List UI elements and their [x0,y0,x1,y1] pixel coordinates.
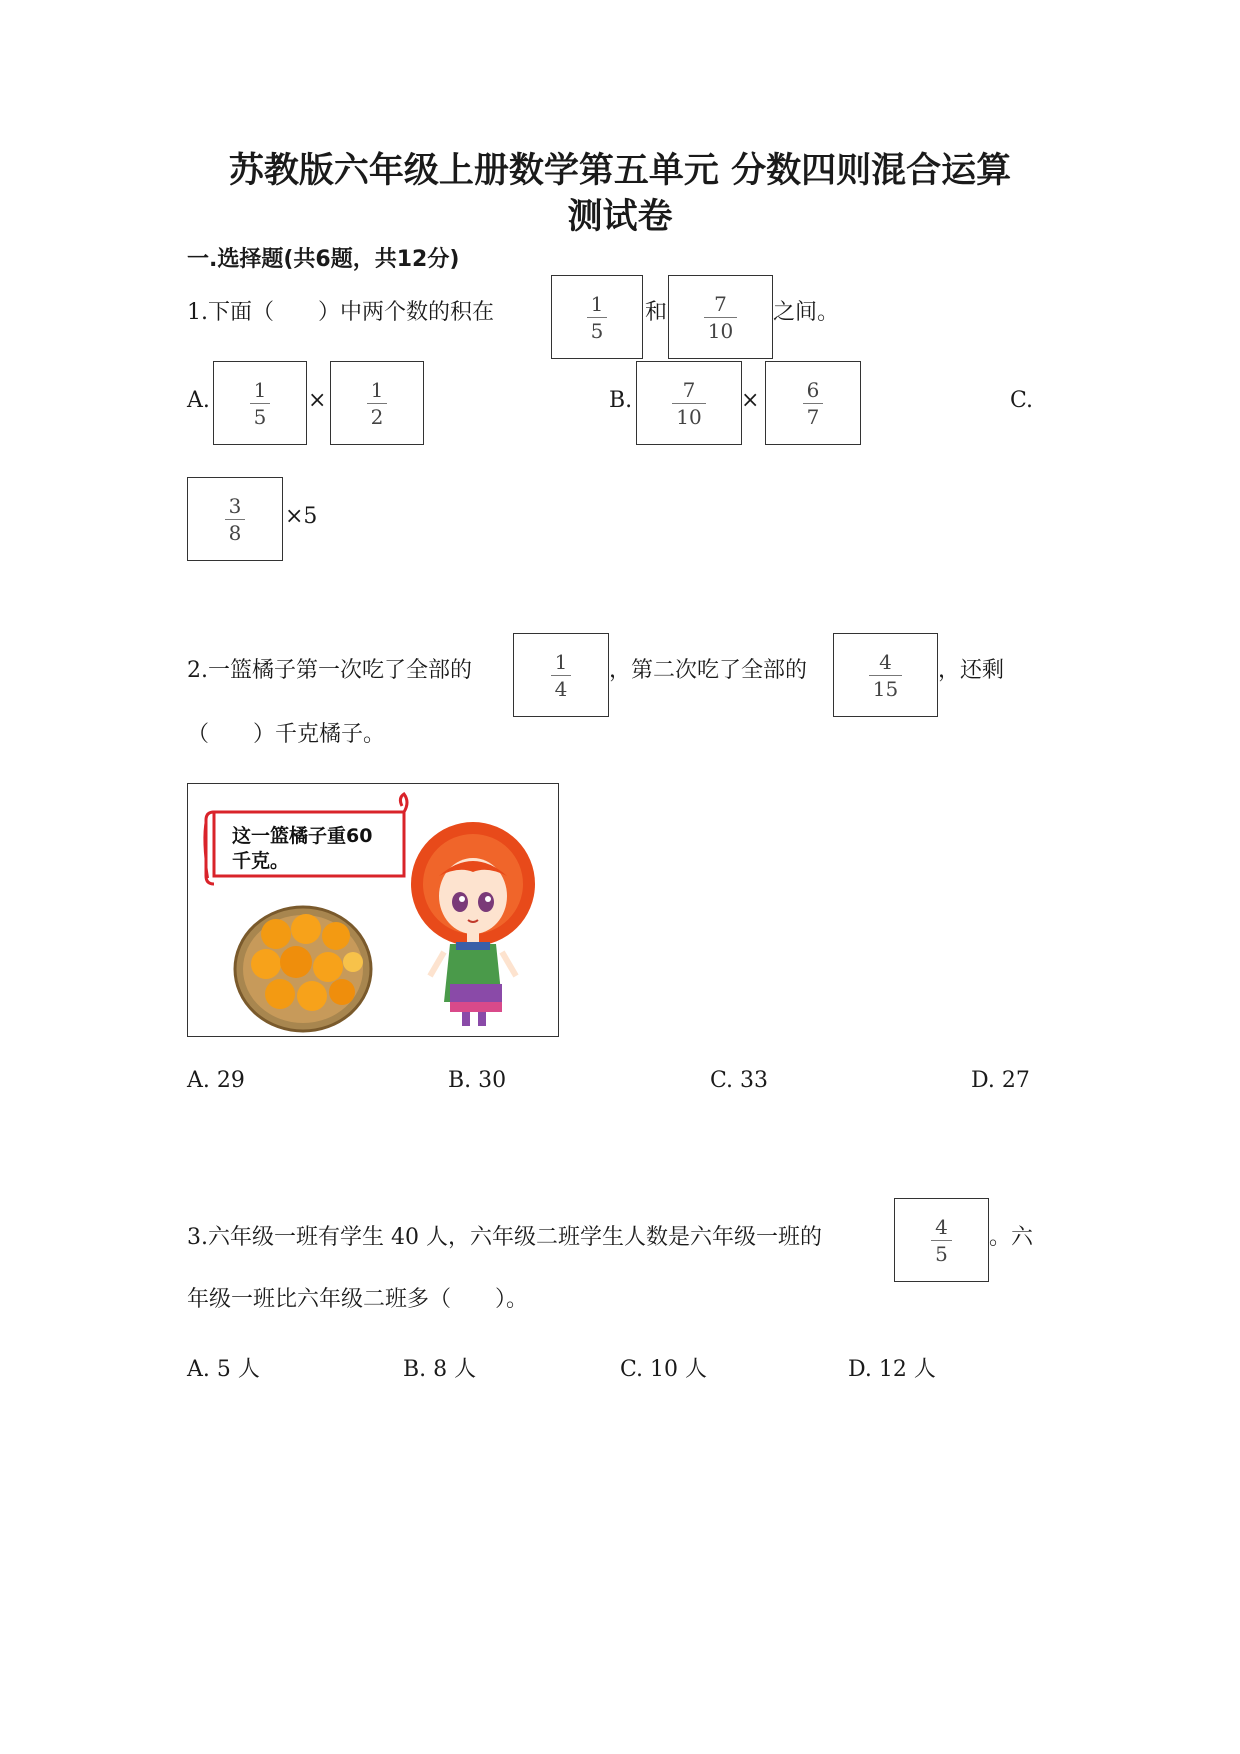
denominator: 10 [707,318,734,343]
q1-option-b-fraction-1 [636,361,742,445]
q3-option-c[interactable]: C. 10 人 [620,1357,708,1382]
q2-option-c[interactable]: C. 33 [710,1068,769,1093]
banner-line-2: 千克。 [232,850,290,872]
numerator: 7 [714,291,727,316]
numerator: 4 [879,649,892,674]
q2-option-a[interactable]: A. 29 [187,1068,245,1093]
numerator: 3 [228,493,242,518]
q1-stem-after: 之间。 [773,300,840,325]
banner-line-1: 这一篮橘子重60 [232,825,373,847]
denominator: 5 [935,1241,948,1266]
denominator: 10 [676,404,702,429]
q2-stem-part-1: 2.一篮橘子第一次吃了全部的 [187,658,472,683]
q2-illustration [187,783,559,1037]
numerator: 1 [253,377,267,402]
q2-option-d[interactable]: D. 27 [971,1068,1030,1093]
numerator: 1 [370,377,384,402]
cartoon-girl [411,822,535,1026]
page-title [150,148,1090,240]
banner-text [232,824,372,874]
orange-basket [235,907,371,1031]
numerator: 7 [682,377,696,402]
q1-option-c-label: C. [1010,388,1034,413]
q3-option-d[interactable]: D. 12 人 [848,1357,936,1382]
numerator: 1 [554,649,568,674]
q1-option-b-fraction-2 [765,361,861,445]
q2-stem-part-3: ，还剩 [938,658,1005,683]
q1-connector: 和 [645,300,668,325]
q3-stem-line-2: 年级一班比六年级二班多（ ）。 [187,1287,529,1312]
section-heading: 一.选择题(共6题，共12分) [187,247,460,272]
denominator: 8 [228,520,242,545]
title-line-2: 测试卷 [567,197,673,237]
denominator: 5 [253,404,267,429]
denominator: 5 [590,318,604,343]
q1-fraction-seven-tenths [668,275,773,359]
q1-option-b-operator: × [741,388,760,413]
q2-fraction-one-quarter [513,633,609,717]
q3-option-a[interactable]: A. 5 人 [187,1357,260,1382]
numerator: 6 [806,377,820,402]
denominator: 2 [370,404,384,429]
title-line-1: 苏教版六年级上册数学第五单元 分数四则混合运算 [228,151,1012,191]
q2-option-b[interactable]: B. 30 [448,1068,507,1093]
q1-option-c-fraction [187,477,283,561]
q3-option-b[interactable]: B. 8 人 [403,1357,477,1382]
q2-stem-part-2: ，第二次吃了全部的 [609,658,808,683]
q2-stem-line-2: （ ）千克橘子。 [187,722,386,747]
orange-basket-girl-illustration [188,784,558,1036]
q3-stem-part-1: 3.六年级一班有学生 40 人，六年级二班学生人数是六年级一班的 [187,1225,822,1250]
q3-fraction-four-fifths [894,1198,989,1282]
q1-option-c-tail: ×5 [285,504,318,529]
denominator: 15 [872,676,899,701]
q1-option-a-label: A. [187,388,210,413]
q1-option-a-operator: × [308,388,327,413]
numerator: 4 [935,1214,948,1239]
denominator: 4 [554,676,568,701]
q1-stem-before: 1.下面（ ）中两个数的积在 [187,300,494,325]
q2-fraction-four-fifteenths [833,633,938,717]
q1-option-a-fraction-1 [213,361,307,445]
q1-option-a-fraction-2 [330,361,424,445]
q1-option-b-label: B. [609,388,633,413]
q3-stem-part-2: 。六 [989,1225,1034,1250]
numerator: 1 [590,291,604,316]
q1-fraction-one-fifth [551,275,643,359]
denominator: 7 [806,404,820,429]
